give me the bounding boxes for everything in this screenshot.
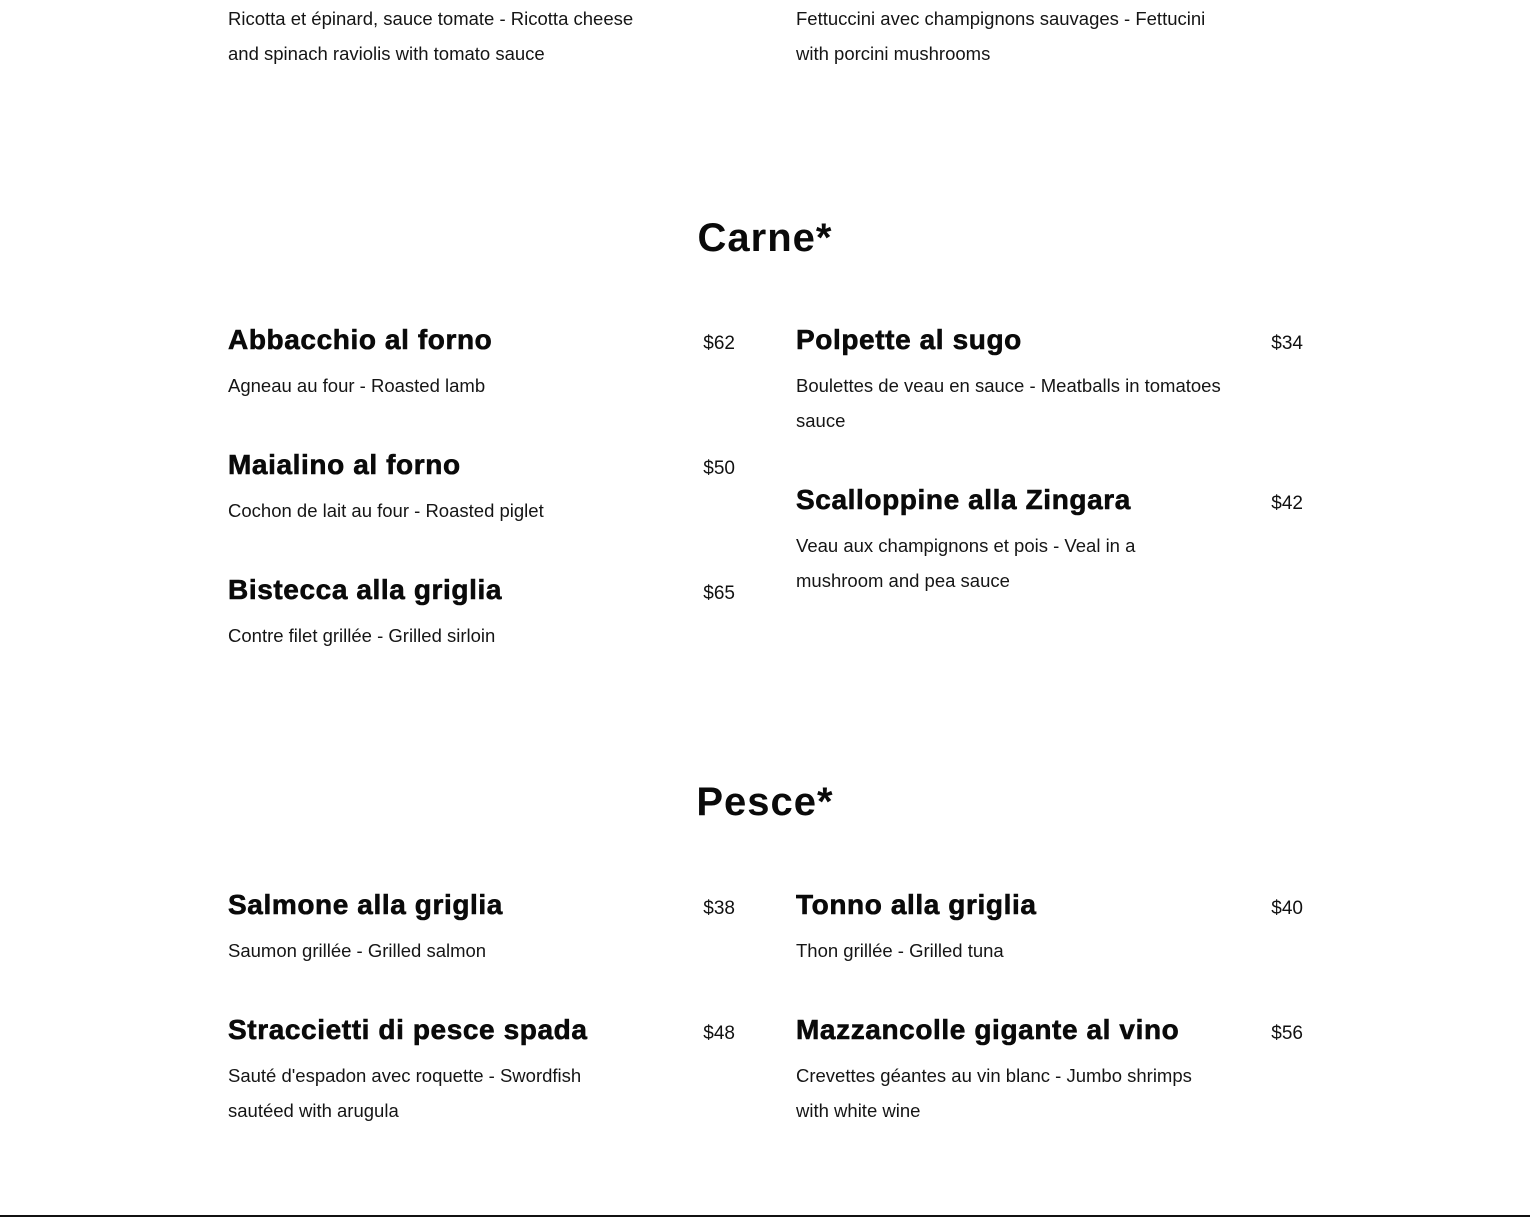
item-name: Tonno alla griglia [796, 889, 1037, 920]
item-price: $34 [1271, 333, 1303, 354]
item-description: Sauté d'espadon avec roquette - Swordfish sautéed with arugula [228, 1065, 582, 1121]
item-name: Polpette al sugo [796, 324, 1022, 355]
item-name: Scalloppine alla Zingara [796, 484, 1131, 515]
menu-item [796, 891, 1303, 968]
menu-item [796, 1016, 1303, 1128]
item-description: Agneau au four - Roasted lamb [228, 375, 486, 396]
menu-item [228, 451, 735, 528]
item-description: Boulettes de veau en sauce - Meatballs in tomatoes sauce [796, 375, 1221, 431]
menu-item [796, 486, 1303, 598]
item-name: Salmone alla griglia [228, 889, 503, 920]
item-price: $42 [1271, 493, 1303, 514]
section-title-carne: Carne* [697, 216, 833, 260]
item-price: $50 [703, 458, 735, 479]
section-pesce [228, 891, 1303, 1128]
menu-column-left [228, 1, 735, 71]
item-name: Abbacchio al forno [228, 324, 493, 355]
item-description: Thon grillée - Grilled tuna [796, 940, 1004, 961]
item-price: $62 [703, 333, 735, 354]
item-price: $38 [703, 898, 735, 919]
menu-item [796, 326, 1303, 438]
item-name: Maialino al forno [228, 449, 461, 480]
item-price: $48 [703, 1023, 735, 1044]
item-name: Straccietti di pesce spada [228, 1014, 588, 1045]
menu-item [228, 576, 735, 653]
menu-column-right [796, 1, 1303, 71]
item-name: Bistecca alla griglia [228, 574, 503, 605]
item-description: Ricotta et épinard, sauce tomate - Ricotta cheese and spinach raviolis with tomato sauce [228, 8, 634, 64]
section-title-pesce: Pesce* [696, 780, 834, 824]
previous-section-partial [228, 1, 1303, 71]
item-description: Fettuccini avec champignons sauvages - Fettucini with porcini mushrooms [796, 8, 1206, 64]
menu-item [228, 326, 735, 403]
item-description: Cochon de lait au four - Roasted piglet [228, 500, 544, 521]
item-price: $65 [703, 583, 735, 604]
item-description: Contre filet grillée - Grilled sirloin [228, 625, 496, 646]
item-price: $40 [1271, 898, 1303, 919]
item-price: $56 [1271, 1023, 1303, 1044]
section-carne [228, 326, 1303, 653]
menu-item [228, 1016, 735, 1128]
menu-column-left [228, 891, 735, 1128]
item-description: Saumon grillée - Grilled salmon [228, 940, 487, 961]
menu-column-left [228, 326, 735, 653]
menu-column-right [796, 326, 1303, 653]
menu-item [228, 891, 735, 968]
item-description: Veau aux champignons et pois - Veal in a mushroom and pea sauce [796, 535, 1136, 591]
item-description: Crevettes géantes au vin blanc - Jumbo shrimps with white wine [796, 1065, 1192, 1121]
item-name: Mazzancolle gigante al vino [796, 1014, 1180, 1045]
menu-column-right [796, 891, 1303, 1128]
